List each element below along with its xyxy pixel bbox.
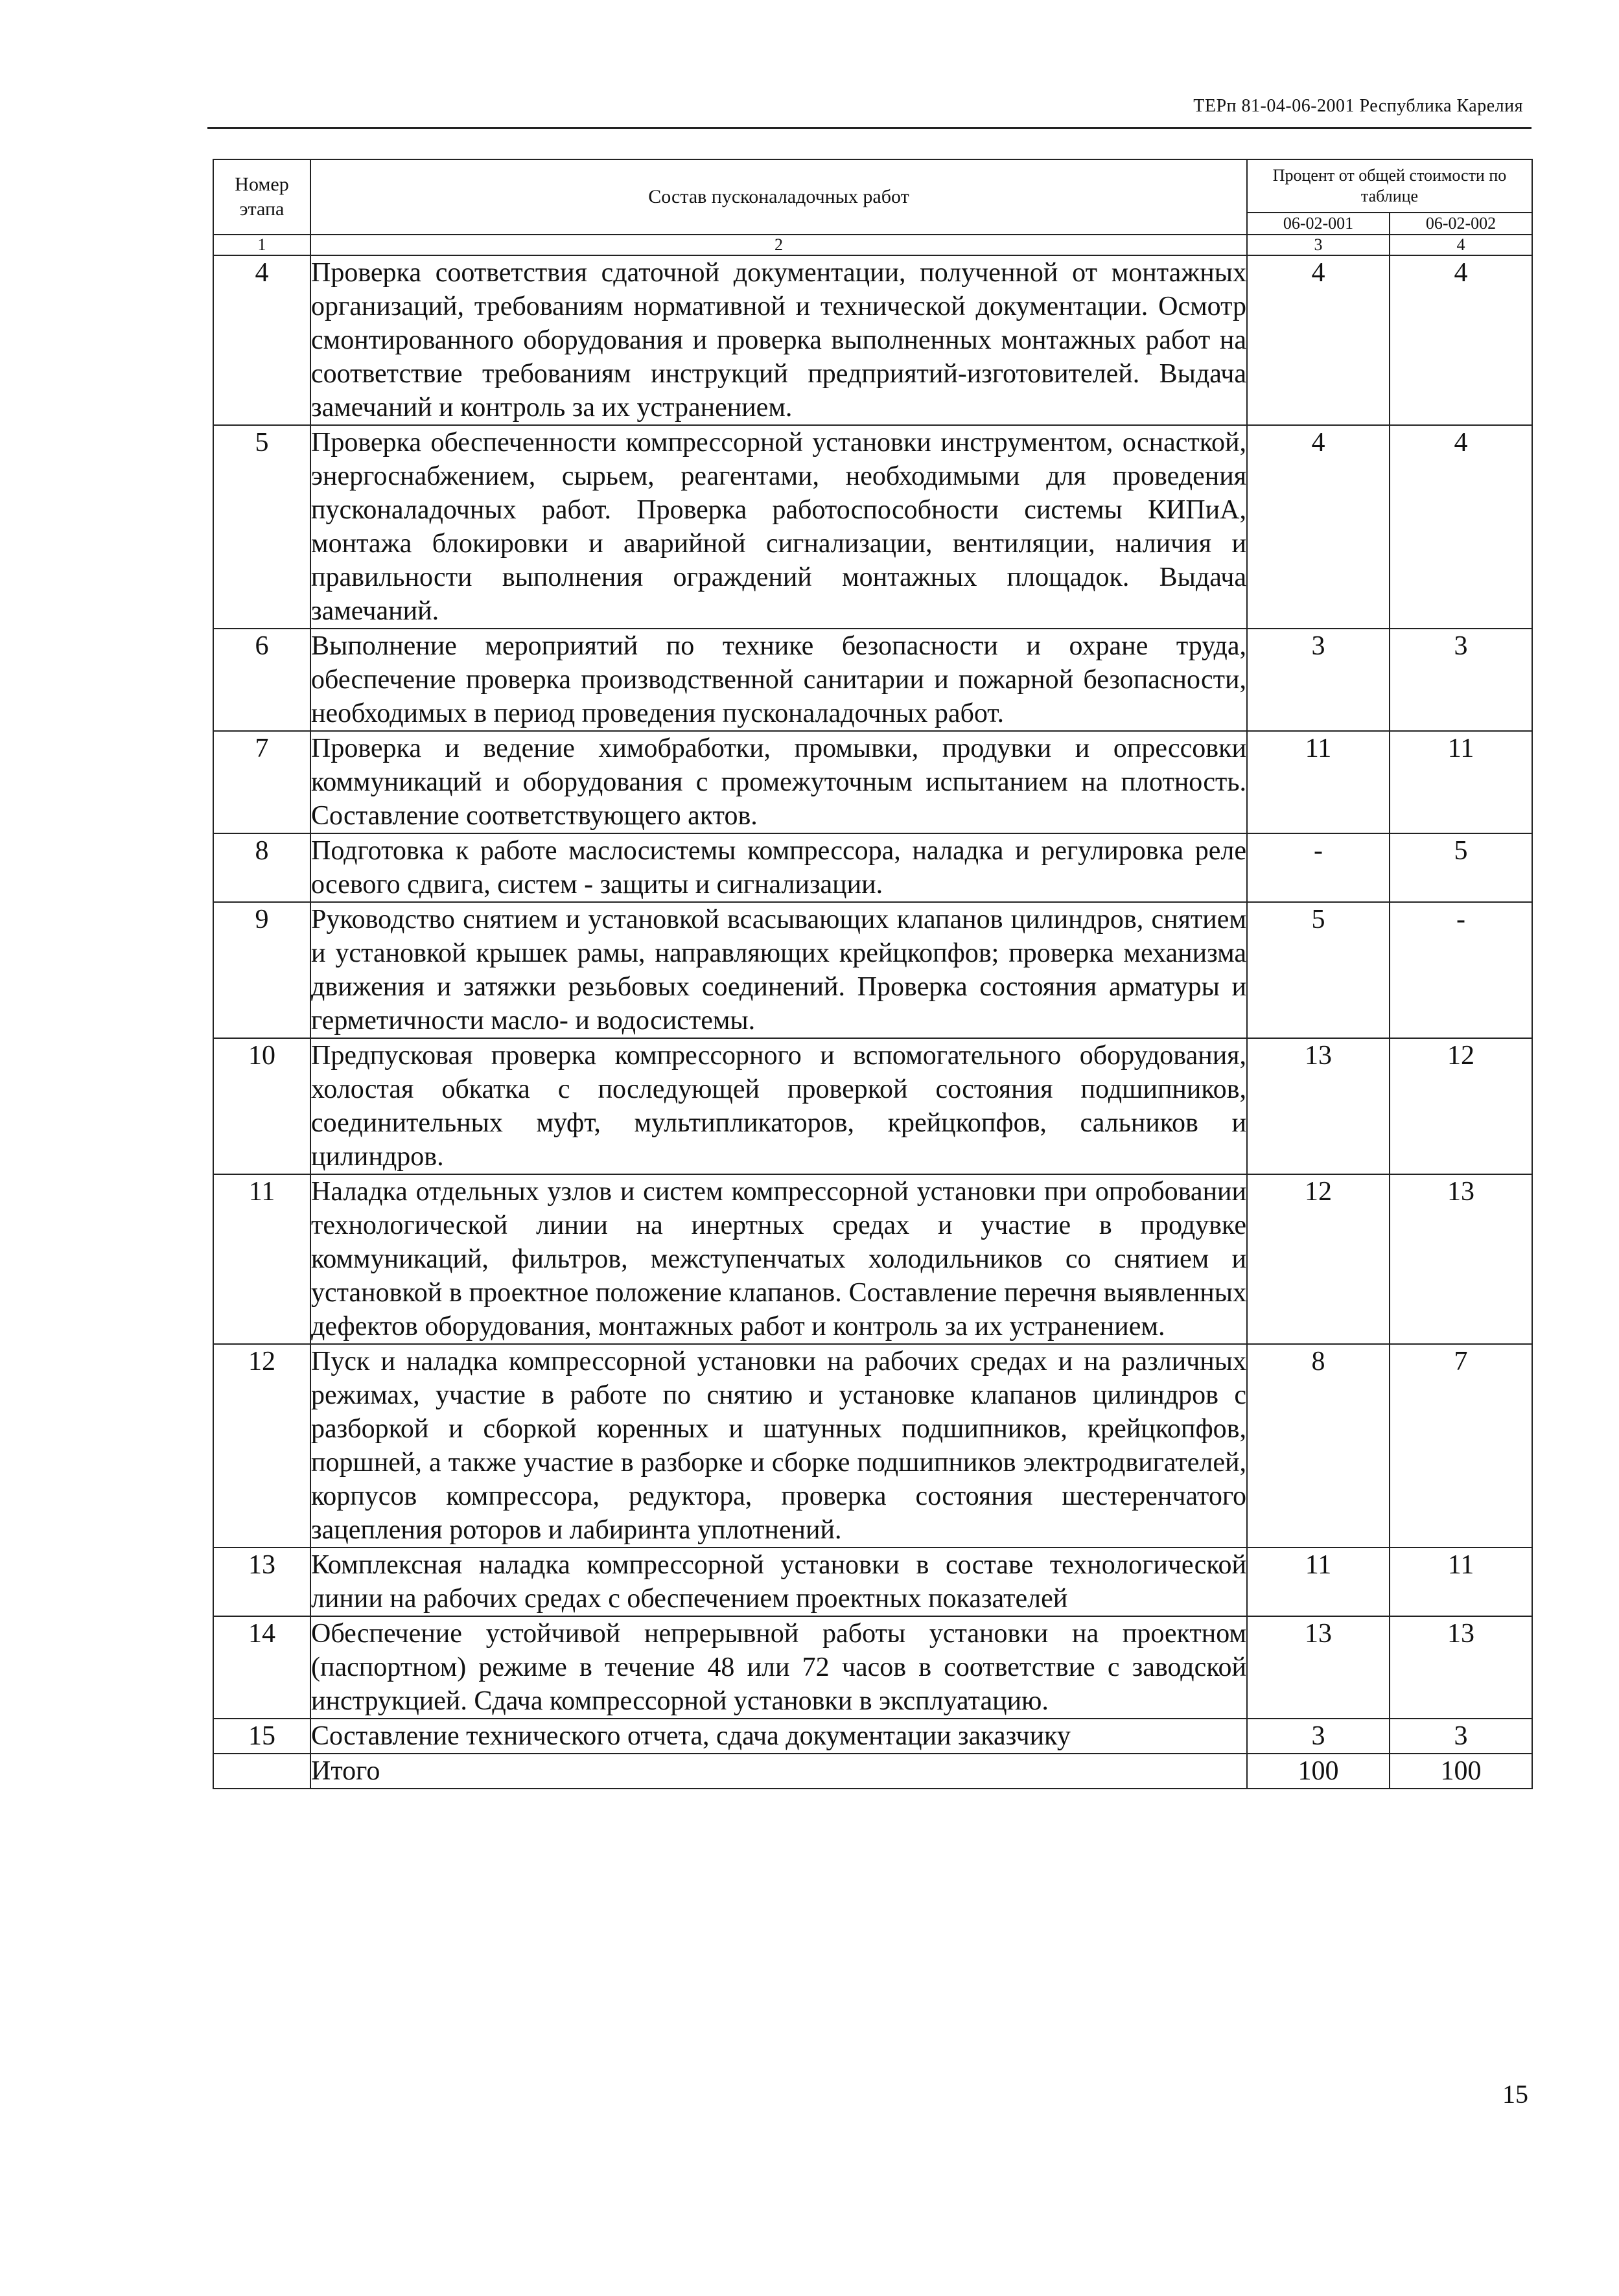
header-stage	[213, 159, 310, 235]
percent-002: 4	[1390, 255, 1532, 425]
total-stage	[213, 1754, 310, 1789]
table-row	[213, 833, 1532, 902]
table-row	[213, 1174, 1532, 1344]
table-row	[213, 1548, 1532, 1616]
header-percent-label: Процент от общей стоимости по таблице	[1272, 166, 1507, 205]
percent-002: 5	[1390, 833, 1532, 902]
percent-001: 11	[1247, 1548, 1390, 1616]
stage-number: 4	[213, 255, 310, 425]
column-number-row	[213, 235, 1532, 255]
work-description: Комплексная наладка компрессорной установки в составе технологической линии на рабочих средах с обеспечением проектных показателей	[310, 1548, 1247, 1616]
work-description: Наладка отдельных узлов и систем компрессорной установки при опробовании технологической линии на инертных средах и участие в продувке коммуникаций, фильтров, межступенчатых холодильников со снятием и установкой в проектное положение клапанов. Составление перечня выявленных дефектов оборудования, монтажных работ и контроль за их устранением.	[310, 1174, 1247, 1344]
percent-002: 12	[1390, 1038, 1532, 1174]
percent-001: 8	[1247, 1344, 1390, 1548]
percent-001: 13	[1247, 1038, 1390, 1174]
total-002: 100	[1390, 1754, 1532, 1789]
percent-001: -	[1247, 833, 1390, 902]
percent-002: 13	[1390, 1616, 1532, 1719]
table-row	[213, 902, 1532, 1038]
stage-number: 14	[213, 1616, 310, 1719]
work-description: Выполнение мероприятий по технике безопасности и охране труда, обеспечение проверка производственной санитарии и пожарной безопасности, необходимых в период проведения пусконаладочных работ.	[310, 629, 1247, 731]
percent-002: 3	[1390, 1719, 1532, 1754]
work-description: Предпусковая проверка компрессорного и вспомогательного оборудования, холостая обкатка с последующей проверкой состояния подшипников, соединительных муфт, мультипликаторов, крейцкопфов, сальников и цилиндров.	[310, 1038, 1247, 1174]
works-table	[213, 159, 1533, 1789]
table-row	[213, 1038, 1532, 1174]
percent-002: 13	[1390, 1174, 1532, 1344]
table-row	[213, 1344, 1532, 1548]
percent-002: 4	[1390, 425, 1532, 629]
percent-002: -	[1390, 902, 1532, 1038]
percent-002: 7	[1390, 1344, 1532, 1548]
stage-number: 15	[213, 1719, 310, 1754]
percent-002: 11	[1390, 731, 1532, 833]
percent-002: 11	[1390, 1548, 1532, 1616]
work-description: Проверка обеспеченности компрессорной установки инструментом, оснасткой, энергоснабжением, сырьем, реагентами, необходимыми для проведения пусконаладочных работ. Проверка работоспособности системы КИПиА, монтажа блокировки и аварийной сигнализации, вентиляции, наличия и правильности выполнения ограждений монтажных площадок. Выдача замечаний.	[310, 425, 1247, 629]
total-001: 100	[1247, 1754, 1390, 1789]
work-description: Пуск и наладка компрессорной установки на рабочих средах и на различных режимах, участие в работе по снятию и установке клапанов цилиндров с разборкой и сборкой коренных и шатунных подшипников, крейцкопфов, поршней, а также участие в разборке и сборке подшипников электродвигателей, корпусов компрессора, редуктора, проверка состояния шестеренчатого зацепления роторов и лабиринта уплотнений.	[310, 1344, 1247, 1548]
percent-001: 12	[1247, 1174, 1390, 1344]
total-row	[213, 1754, 1532, 1789]
header-percent	[1247, 159, 1532, 213]
percent-001: 4	[1247, 255, 1390, 425]
percent-001: 11	[1247, 731, 1390, 833]
work-description: Составление технического отчета, сдача документации заказчику	[310, 1719, 1247, 1754]
percent-001: 3	[1247, 1719, 1390, 1754]
table-row	[213, 255, 1532, 425]
stage-number: 10	[213, 1038, 310, 1174]
percent-001: 13	[1247, 1616, 1390, 1719]
work-description: Обеспечение устойчивой непрерывной работы установки на проектном (паспортном) режиме в течение 48 или 72 часов в соответствие с заводской инструкцией. Сдача компрессорной установки в эксплуатацию.	[310, 1616, 1247, 1719]
column-number: 4	[1390, 235, 1532, 255]
percent-001: 3	[1247, 629, 1390, 731]
header-work-label: Состав пусконаладочных работ	[648, 186, 909, 207]
header-stage-label: Номер этапа	[235, 174, 289, 220]
stage-number: 7	[213, 731, 310, 833]
work-description: Руководство снятием и установкой всасывающих клапанов цилиндров, снятием и установкой крышек рамы, направляющих крейцкопфов; проверка механизма движения и затяжки резьбовых соединений. Проверка состояния арматуры и герметичности масло- и водосистемы.	[310, 902, 1247, 1038]
page-number: 15	[1502, 2080, 1528, 2109]
stage-number: 13	[213, 1548, 310, 1616]
work-description: Подготовка к работе маслосистемы компрессора, наладка и регулировка реле осевого сдвига, систем - защиты и сигнализации.	[310, 833, 1247, 902]
column-number: 2	[310, 235, 1247, 255]
table-row	[213, 731, 1532, 833]
table-row	[213, 1719, 1532, 1754]
stage-number: 5	[213, 425, 310, 629]
header-table-2: 06-02-002	[1390, 213, 1532, 235]
table-row	[213, 629, 1532, 731]
header-work	[310, 159, 1247, 235]
stage-number: 8	[213, 833, 310, 902]
percent-001: 4	[1247, 425, 1390, 629]
total-label: Итого	[310, 1754, 1247, 1789]
column-number: 1	[213, 235, 310, 255]
percent-001: 5	[1247, 902, 1390, 1038]
header-table-1: 06-02-001	[1247, 213, 1390, 235]
stage-number: 12	[213, 1344, 310, 1548]
stage-number: 11	[213, 1174, 310, 1344]
column-number: 3	[1247, 235, 1390, 255]
stage-number: 6	[213, 629, 310, 731]
header-rule	[207, 127, 1532, 129]
table-row	[213, 425, 1532, 629]
percent-002: 3	[1390, 629, 1532, 731]
stage-number: 9	[213, 902, 310, 1038]
table-row	[213, 1616, 1532, 1719]
document-header: ТЕРп 81-04-06-2001 Республика Карелия	[1193, 96, 1523, 116]
work-description: Проверка соответствия сдаточной документации, полученной от монтажных организаций, требованиям нормативной и технической документации. Осмотр смонтированного оборудования и проверка выполненных монтажных работ на соответствие требованиям инструкций предприятий-изготовителей. Выдача замечаний и контроль за их устранением.	[310, 255, 1247, 425]
work-description: Проверка и ведение химобработки, промывки, продувки и опрессовки коммуникаций и оборудования с промежуточным испытанием на плотность. Составление соответствующего актов.	[310, 731, 1247, 833]
